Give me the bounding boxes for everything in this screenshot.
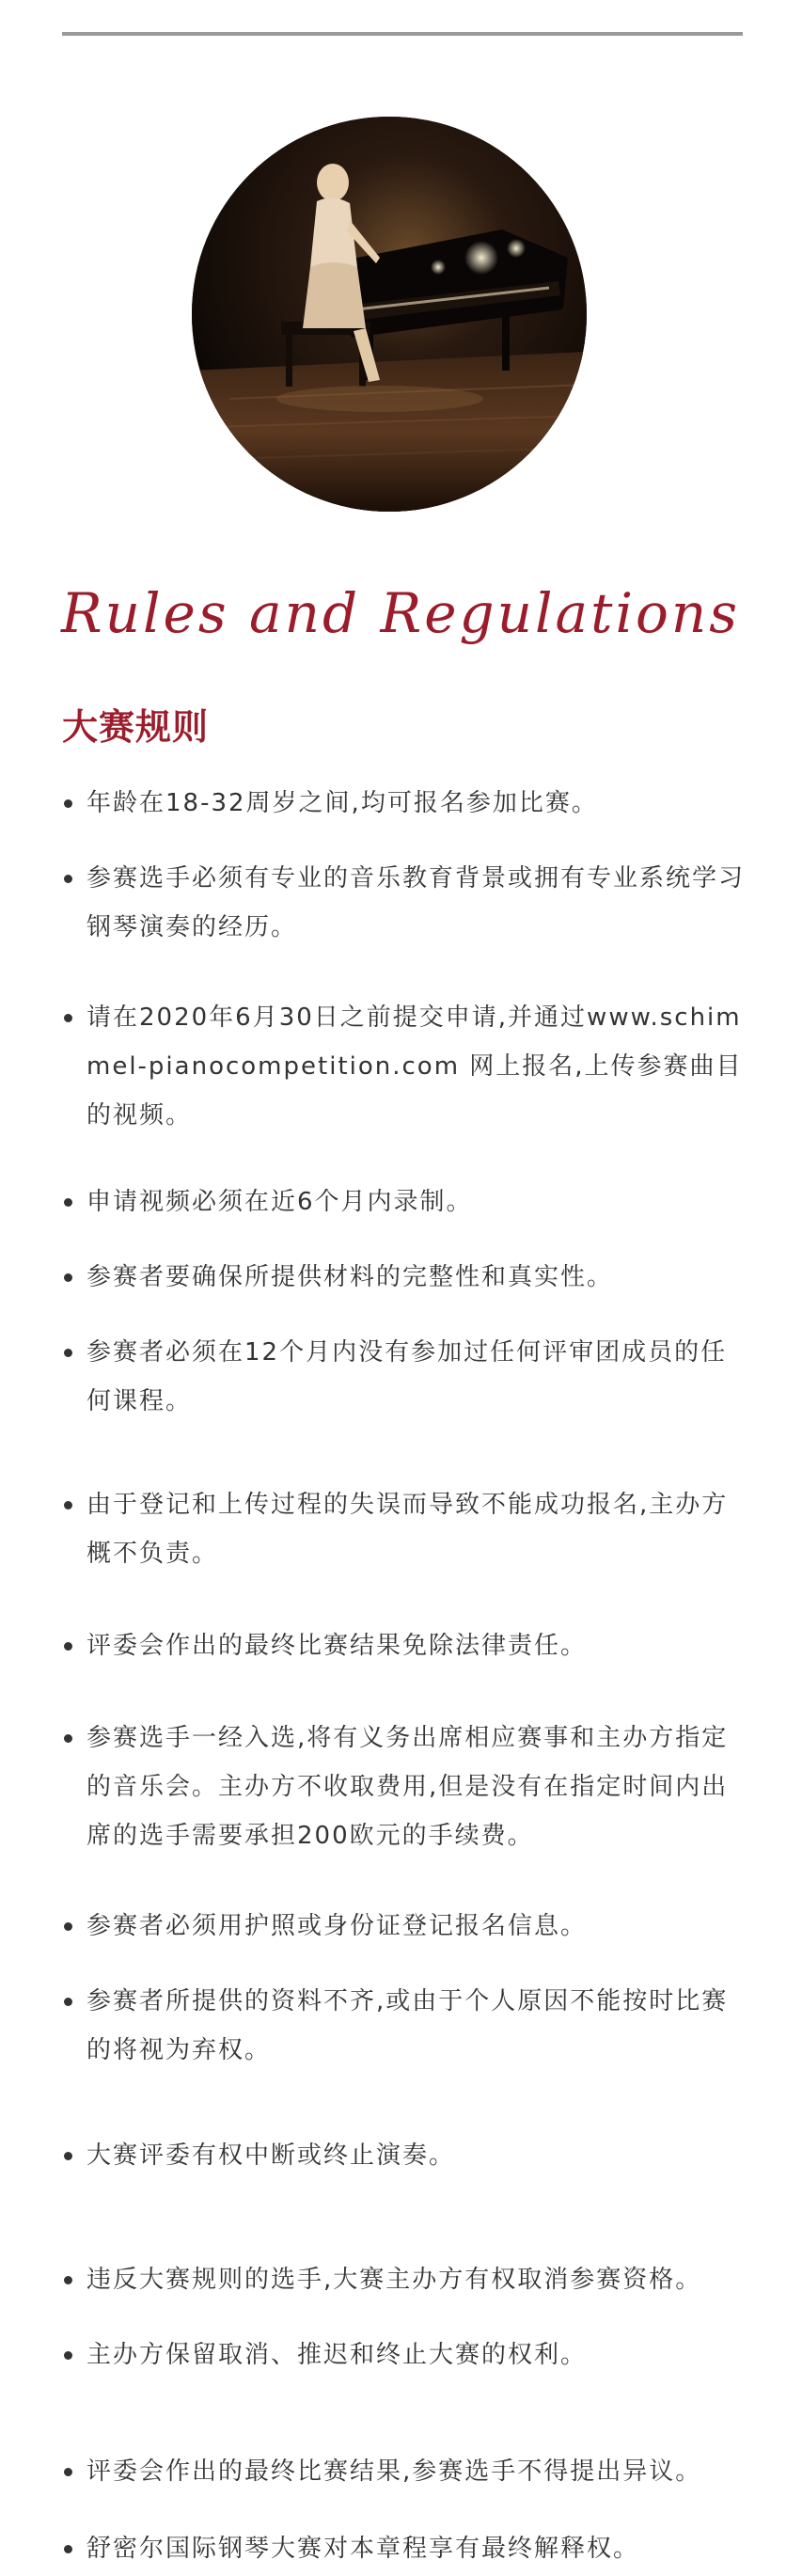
- rule-text: 由于登记和上传过程的失误而导致不能成功报名,主办方概不负责。: [86, 1491, 729, 1568]
- bullet-dot-icon: [64, 1014, 72, 1022]
- svg-text:Rules and Regulations: Rules and Regulations: [60, 581, 741, 645]
- section-title: 大赛规则: [62, 706, 210, 748]
- bullet-dot-icon: [64, 1922, 72, 1931]
- rule-text: 申请视频必须在近6个月内录制。: [86, 1188, 473, 1216]
- rule-text: 年龄在18-32周岁之间,均可报名参加比赛。: [86, 789, 598, 817]
- bullet-dot-icon: [64, 799, 72, 808]
- bullet-dot-icon: [64, 1642, 72, 1651]
- list-item: [62, 779, 748, 828]
- bullet-dot-icon: [64, 2545, 72, 2553]
- rule-text: 参赛者必须在12个月内没有参加过任何评审团成员的任何课程。: [86, 1338, 728, 1415]
- bullet-dot-icon: [64, 1734, 72, 1743]
- top-divider: [62, 32, 743, 36]
- rules-list: [62, 779, 748, 2573]
- list-item: [62, 854, 748, 952]
- rule-text: 大赛评委有权中断或终止演奏。: [86, 2141, 456, 2170]
- bullet-dot-icon: [64, 1998, 72, 2006]
- bullet-dot-icon: [64, 1198, 72, 1207]
- list-item: [62, 1177, 748, 1226]
- list-item: [62, 2447, 748, 2496]
- bullet-dot-icon: [64, 1273, 72, 1282]
- pianist-photo: [192, 117, 587, 512]
- list-item: [62, 1253, 748, 1302]
- rule-text: 参赛者要确保所提供材料的完整性和真实性。: [86, 1263, 614, 1291]
- list-item: [62, 1621, 748, 1670]
- rule-text: 违反大赛规则的选手,大赛主办方有权取消参赛资格。: [86, 2266, 702, 2294]
- bullet-dot-icon: [64, 875, 72, 883]
- script-title: [0, 545, 802, 687]
- rule-text: 舒密尔国际钢琴大赛对本章程享有最终解释权。: [86, 2535, 640, 2563]
- list-item: [62, 2131, 748, 2180]
- list-item: [62, 1328, 748, 1426]
- list-item: [62, 2524, 748, 2573]
- rule-text: 请在2020年6月30日之前提交申请,并通过www.schimmel-pianocompetition.com 网上报名,上传参赛曲目的视频。: [86, 1004, 743, 1130]
- bullet-dot-icon: [64, 2152, 72, 2160]
- list-item: [62, 993, 748, 1140]
- list-item: [62, 1480, 748, 1578]
- list-item: [62, 1977, 748, 2075]
- bullet-dot-icon: [64, 2276, 72, 2284]
- rule-text: 评委会作出的最终比赛结果免除法律责任。: [86, 1632, 588, 1660]
- rule-text: 参赛选手必须有专业的音乐教育背景或拥有专业系统学习钢琴演奏的经历。: [86, 864, 746, 941]
- rule-text: 参赛者所提供的资料不齐,或由于个人原因不能按时比赛的将视为弃权。: [86, 1987, 729, 2064]
- bullet-dot-icon: [64, 2468, 72, 2476]
- list-item: [62, 1714, 748, 1860]
- bullet-dot-icon: [64, 1349, 72, 1357]
- list-item: [62, 2331, 748, 2379]
- rule-text: 参赛选手一经入选,将有义务出席相应赛事和主办方指定的音乐会。主办方不收取费用,但是没有在指定时间内出席的选手需要承担200欧元的手续费。: [86, 1724, 729, 1850]
- list-item: [62, 1902, 748, 1951]
- list-item: [62, 2255, 748, 2304]
- bullet-dot-icon: [64, 2351, 72, 2360]
- bullet-dot-icon: [64, 1501, 72, 1509]
- rule-text: 参赛者必须用护照或身份证登记报名信息。: [86, 1912, 588, 1940]
- rule-text: 主办方保留取消、推迟和终止大赛的权利。: [86, 2341, 588, 2369]
- rule-text: 评委会作出的最终比赛结果,参赛选手不得提出异议。: [86, 2457, 702, 2486]
